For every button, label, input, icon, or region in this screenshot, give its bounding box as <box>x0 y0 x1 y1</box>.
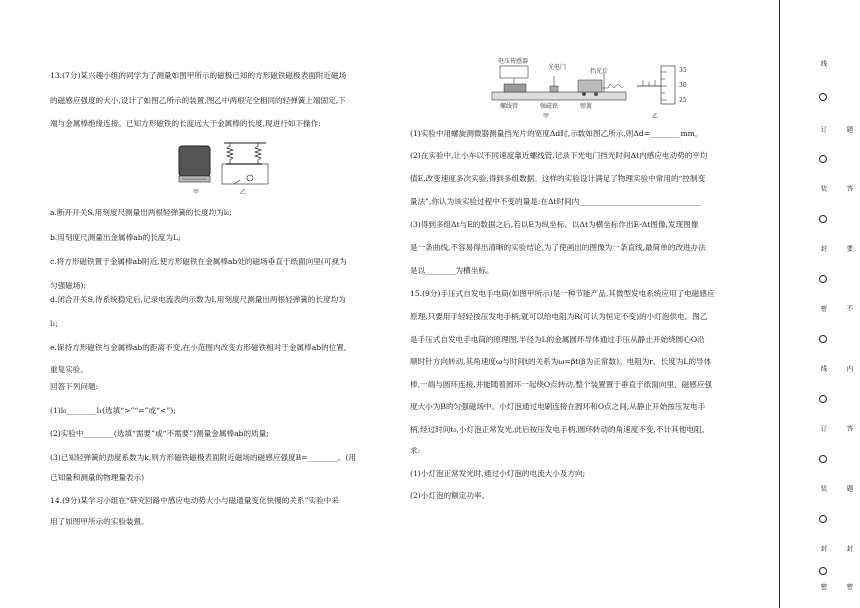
q13-line-2: 的磁感应强度的大小,设计了如图乙所示的装置,图乙中两根完全相同的轻弹簧上端固定,下 <box>50 96 346 105</box>
margin-char-9: 封 <box>819 545 828 552</box>
q14-label-coil: 螺线管 <box>500 103 519 110</box>
margin-ring-3 <box>819 215 827 223</box>
margin-char-3: 装 <box>819 185 828 192</box>
margin-ring-9 <box>819 567 827 575</box>
margin-char-6: 线 <box>819 365 828 372</box>
margin-ring-8 <box>819 515 827 523</box>
margin-side-6: 答 <box>845 425 854 432</box>
q15-sub-2: (2)小灯泡的额定功率。 <box>410 491 490 500</box>
q13-figure-springs <box>220 140 270 188</box>
q14-label-magnet: 强磁铁 <box>540 103 559 110</box>
margin-ring-6 <box>819 395 827 403</box>
margin-side-3: 要 <box>845 245 854 252</box>
q15-line-3: 是手压式自发电手电筒的原理图,半径为L的金属圆环导体通过手压从静止开始绕圆心O沿 <box>410 335 705 344</box>
margin-side-9: 密 <box>845 583 854 590</box>
q14-sub-2c: 量法”,你认为该实验过程中不变的量是:在Δt时间内________________________________ <box>410 197 701 206</box>
q14-line-1: 14.(9分)某学习小组在“研究回路中感应电动势大小与磁通量变化快慢的关系”实验中采 <box>50 496 339 505</box>
margin-side-7: 题 <box>845 485 854 492</box>
q14-label-spring: 弹簧 <box>580 103 593 110</box>
margin-char-1: 线 <box>819 60 828 67</box>
margin-char-2: 订 <box>819 126 828 133</box>
q13-figure-magnet <box>178 145 213 185</box>
q13-sub-1: (1)l₀________l₁(选填“>”“=”或“<”); <box>50 406 176 415</box>
q13-step-d: d.闭合开关S,待系统稳定后,记录电流表的示数为I,用刻度尺测量出两根轻弹簧的长度均为 <box>50 295 346 304</box>
q13-caption-jia: 甲 <box>193 189 200 196</box>
q13-step-e2: 重复实验。 <box>50 365 88 374</box>
q14-line-2: 用了如图甲所示的实验装置。 <box>50 517 149 526</box>
q14-sub-2: (2)在实验中,让小车以不同速度靠近螺线管,记录下光电门挡光时间Δt内感应电动势的平均 <box>410 151 708 160</box>
q14-sub-1: (1)实验中用螺旋测微器测量挡光片的宽度Δd时,示数如图乙所示,则Δd=________mm。 <box>410 129 703 138</box>
q13-step-a: a.断开开关S,用刻度尺测量出两根轻弹簧的长度均为l₀; <box>50 208 232 217</box>
q13-line-1: 13.(7分)某兴趣小组的同学为了测量如图甲所示的磁极已知的方形磁铁磁极表面附近磁场 <box>50 71 347 80</box>
q14-label-sensor: 电压传感器 <box>498 58 529 65</box>
q15-line-7: 柄,经过时间t₀,小灯泡正常发光,此后按压发电手柄,圆环转动的角速度不变,不计其他电阻。 <box>410 425 710 434</box>
q14-sub-3c: 是以________为横坐标。 <box>410 266 494 275</box>
q15-line-1: 15.(9分)手压式自发电手电筒(如图甲所示)是一种节能产品,其微型发电系统应用了电磁感应 <box>410 289 715 298</box>
q13-step-b: b.用刻度尺测量出金属棒ab的长度为L; <box>50 233 181 242</box>
q15-line-8: 求: <box>410 446 421 455</box>
q15-line-5: 棒,一端与圆环连接,并能随着圆环一起绕O点转动,整个装置置于垂直于纸面向里、磁感应强 <box>410 380 713 389</box>
margin-ring-1 <box>819 93 827 101</box>
margin-side-1: 题 <box>845 126 854 133</box>
margin-side-2: 答 <box>845 185 854 192</box>
q13-sub-3b: 已知量和测量的物理量表示) <box>50 473 145 482</box>
q14-figure-micrometer <box>635 64 677 106</box>
q13-step-e: e.保持方形磁铁与金属棒ab的距离不变,在小范围内改变方形磁铁相对于金属棒ab的位置, <box>50 343 347 352</box>
margin-char-4: 封 <box>819 245 828 252</box>
q13-step-c2: 匀强磁场); <box>50 281 86 290</box>
margin-ring-7 <box>819 455 827 463</box>
q14-sub-2b: 值E,改变速度多次实验,得到多组数据。这样的实验设计满足了物理实验中常用的“控制变 <box>410 174 706 183</box>
q15-line-2: 原理,只要用手轻轻按压发电手柄,就可以给电阻为R(可认为恒定不变)的小灯泡供电。图乙 <box>410 312 708 321</box>
q13-sub-3: (3)已知轻弹簧的劲度系数为k,则方形磁铁磁极表面附近磁场的磁感应强度B=________。(用 <box>50 453 357 462</box>
q14-scale-30: 30 <box>679 82 687 89</box>
q15-sub-1: (1)小灯泡正常发光时,通过小灯泡的电流大小及方向; <box>410 469 586 478</box>
q14-scale-35: 35 <box>679 67 687 74</box>
margin-side-8: 封 <box>845 545 854 552</box>
margin-ring-4 <box>819 275 827 283</box>
q13-caption-yi: 乙 <box>240 189 247 196</box>
margin-ring-2 <box>819 155 827 163</box>
margin-side-4: 不 <box>845 305 854 312</box>
q14-label-gate: 光电门 <box>548 64 567 71</box>
q13-step-d2: l₁; <box>50 319 59 328</box>
q14-caption-yi: 乙 <box>652 113 659 120</box>
margin-char-5: 密 <box>819 305 828 312</box>
q13-sub-2: (2)实验中________(选填“需要”或“不需要”)测量金属棒ab的质量; <box>50 429 269 438</box>
q13-answer-prompt: 回答下列问题: <box>50 382 99 391</box>
q15-line-6: 度大小为B的匀强磁场中。小灯泡通过电刷连接在圆环和O点之间,从静止开始按压发电手 <box>410 402 706 411</box>
q13-line-3: 端与金属棒绝缘连接。已知方形磁铁的长度远大于金属棒的长度,现进行如下操作: <box>50 119 321 128</box>
q14-scale-25: 25 <box>679 97 687 104</box>
margin-char-8: 装 <box>819 485 828 492</box>
q15-line-4: 顺时针方向转动,其角速度ω与时间t的关系为ω=βt(β为正常数)。电阻为r、长度为L的导体 <box>410 357 712 366</box>
margin-char-10: 密 <box>819 583 828 590</box>
margin-char-7: 订 <box>819 425 828 432</box>
q14-sub-3b: 是一条曲线,不容易得出清晰的实验结论,为了使画出的图像为一条直线,最简单的改进办法 <box>410 243 706 252</box>
binding-line <box>779 0 780 608</box>
margin-side-5: 内 <box>845 365 854 372</box>
q14-caption-jia: 甲 <box>543 113 550 120</box>
margin-ring-5 <box>819 335 827 343</box>
q14-label-shutter: 挡光片 <box>590 68 609 75</box>
q13-step-c: c.将方形磁铁置于金属棒ab附近,使方形磁铁在金属棒ab处的磁场垂直于纸面向里(可视为 <box>50 257 347 266</box>
q14-sub-3: (3)得到多组Δt与E的数据之后,若以E为纵坐标、以Δt为横坐标作出E-Δt图像,发现图像 <box>410 220 699 229</box>
